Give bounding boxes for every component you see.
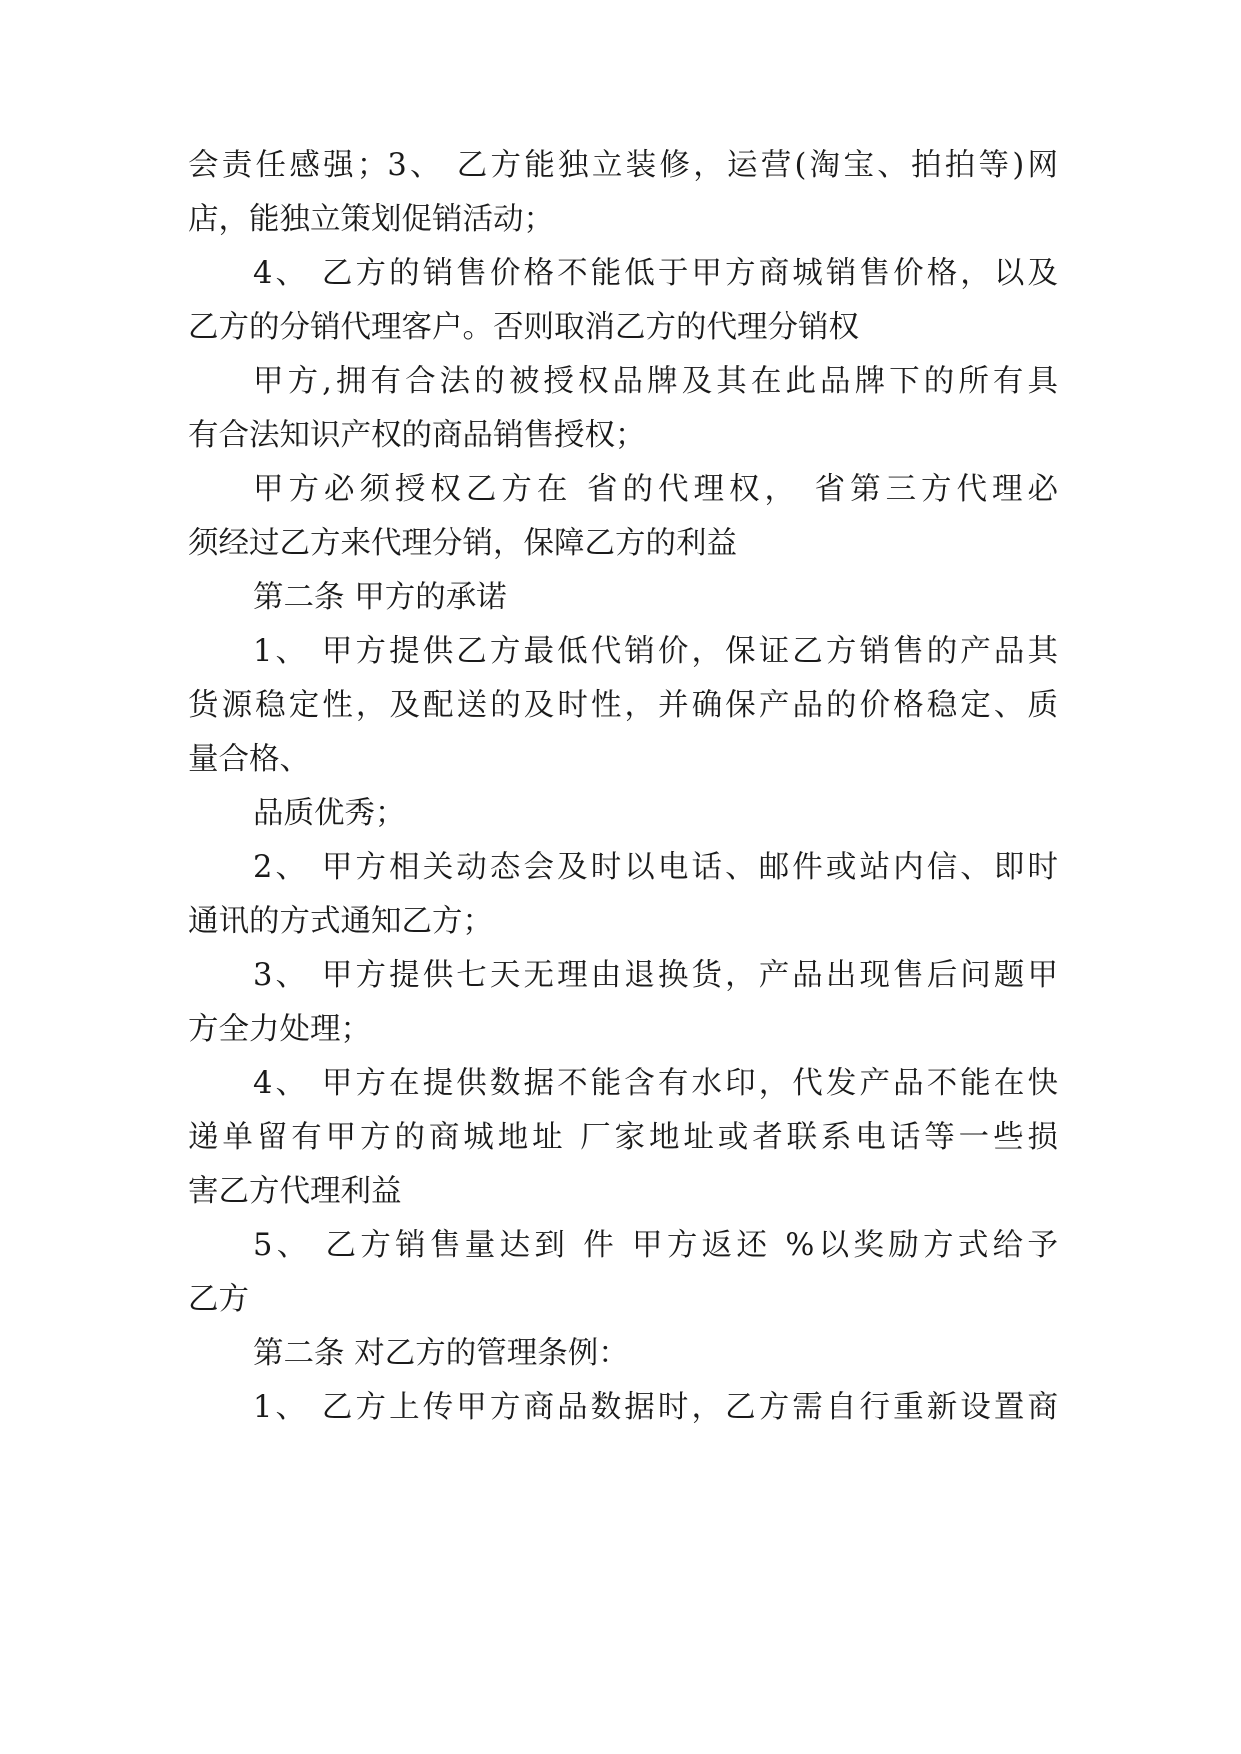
text-line-16: 3、 甲方提供七天无理由退换货，产品出现售后问题甲 xyxy=(253,958,1058,993)
text-line-1: 会责任感强；3、 乙方能独立装修，运营(淘宝、拍拍等)网 xyxy=(188,148,1058,183)
text-line-24: 1、 乙方上传甲方商品数据时，乙方需自行重新设置商 xyxy=(253,1390,1058,1425)
text-line-17: 方全力处理； xyxy=(188,1012,371,1047)
text-line-18: 4、 甲方在提供数据不能含有水印，代发产品不能在快 xyxy=(253,1066,1058,1101)
text-line-15: 通讯的方式通知乙方； xyxy=(188,904,493,939)
text-line-6: 有合法知识产权的商品销售授权； xyxy=(188,418,646,453)
text-line-20: 害乙方代理利益 xyxy=(188,1174,402,1209)
text-line-12: 量合格、 xyxy=(188,742,310,777)
text-line-8: 须经过乙方来代理分销，保障乙方的利益 xyxy=(188,526,737,561)
text-line-4: 乙方的分销代理客户。否则取消乙方的代理分销权 xyxy=(188,310,859,345)
text-line-7: 甲方必须授权乙方在 省的代理权， 省第三方代理必 xyxy=(253,472,1058,507)
text-line-21: 5、 乙方销售量达到 件 甲方返还 %以奖励方式给予 xyxy=(253,1228,1058,1263)
text-line-11: 货源稳定性，及配送的及时性，并确保产品的价格稳定、质 xyxy=(188,688,1058,723)
text-line-3: 4、 乙方的销售价格不能低于甲方商城销售价格，以及 xyxy=(253,256,1058,291)
text-line-10: 1、 甲方提供乙方最低代销价，保证乙方销售的产品其 xyxy=(253,634,1058,669)
text-line-2: 店，能独立策划促销活动； xyxy=(188,202,554,237)
text-line-22: 乙方 xyxy=(188,1282,249,1317)
section-heading-2-management: 第二条 对乙方的管理条例： xyxy=(253,1336,629,1371)
text-line-14: 2、 甲方相关动态会及时以电话、邮件或站内信、即时 xyxy=(253,850,1058,885)
text-line-13: 品质优秀； xyxy=(253,796,406,831)
section-heading-2-promise: 第二条 甲方的承诺 xyxy=(253,580,507,615)
text-line-5: 甲方,拥有合法的被授权品牌及其在此品牌下的所有具 xyxy=(253,364,1058,399)
text-line-19: 递单留有甲方的商城地址 厂家地址或者联系电话等一些损 xyxy=(188,1120,1058,1155)
